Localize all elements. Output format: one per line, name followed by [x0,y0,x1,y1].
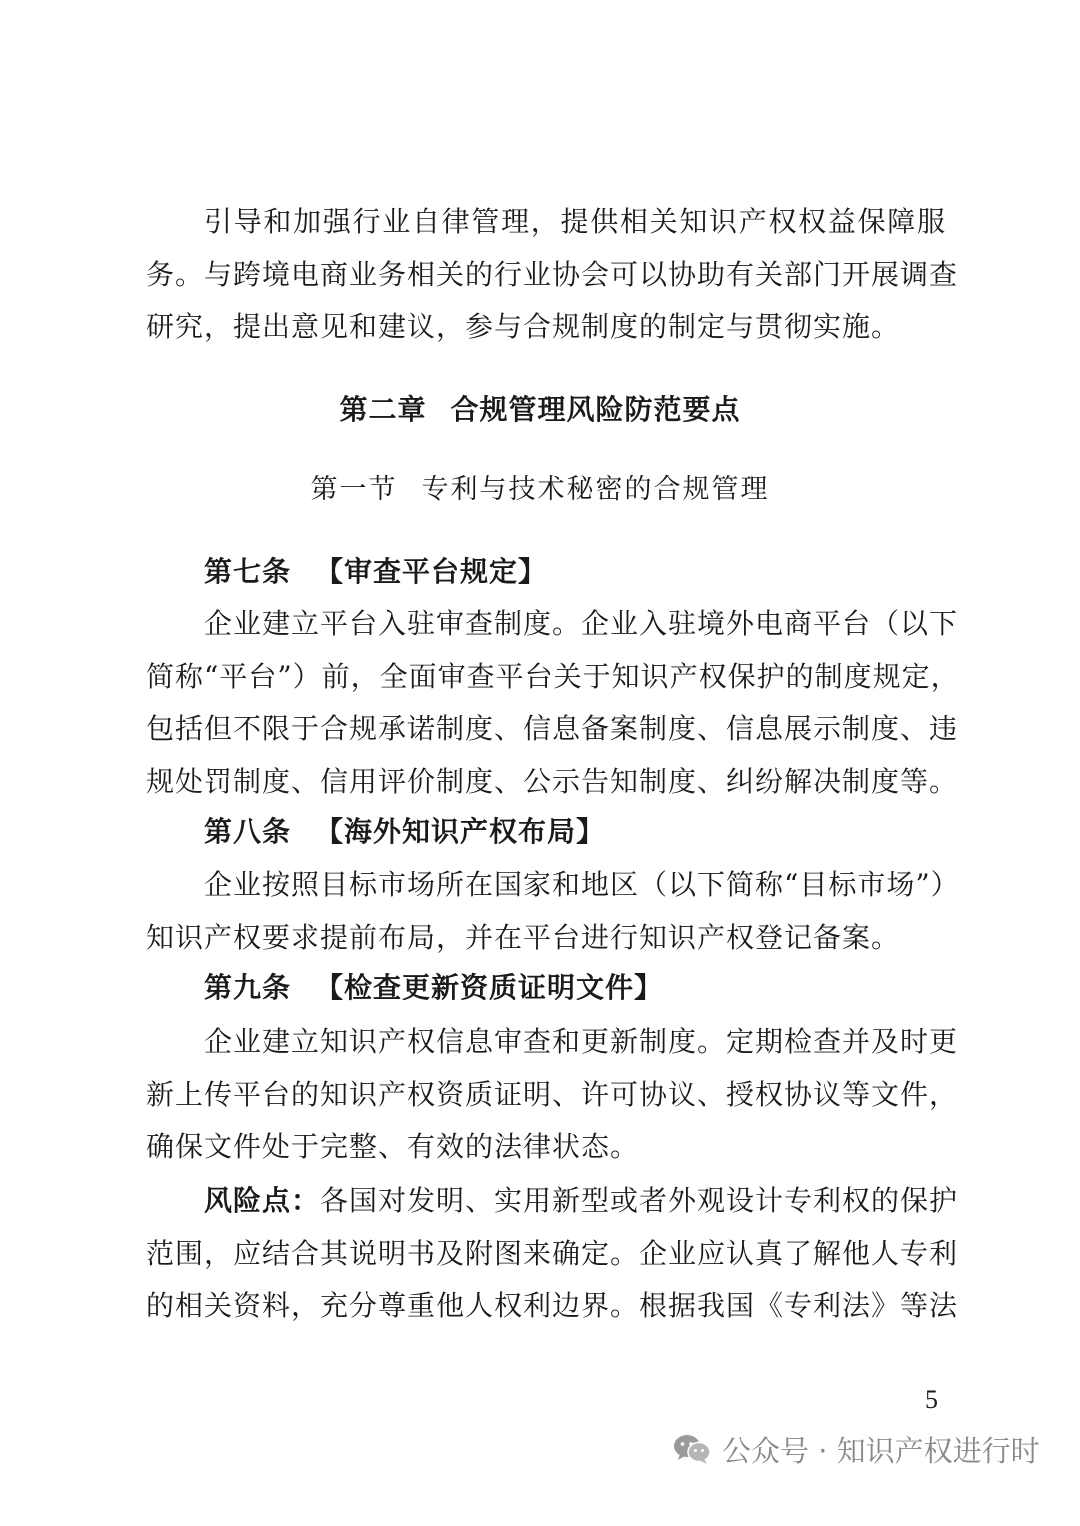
wechat-icon [672,1432,712,1466]
text-line: 引导和加强行业自律管理，提供相关知识产权权益保障服 [204,205,946,238]
article-7-body [146,598,960,808]
watermark [672,1424,1040,1474]
text-line: 简称“平台”）前，全面审查平台关于知识产权保护的制度规定， [146,659,960,693]
text-line [146,1175,959,1228]
risk-first-line: 各国对发明、实用新型或者外观设计专利权的保护 [320,1184,959,1217]
article-7-heading [204,548,547,596]
section-title: 专利与技术秘密的合规管理 [421,474,770,505]
text-line: 知识产权要求提前布局，并在平台进行知识产权登记备案。 [146,920,901,954]
chapter-title: 合规管理风险防范要点 [450,393,741,426]
article-8-body [146,859,960,964]
risk-paragraph [146,1175,959,1333]
article-title: 【海外知识产权布局】 [315,815,606,848]
chapter-number: 第二章 [339,393,427,426]
text-line: 务。与跨境电商业务相关的行业协会可以协助有关部门开展调查 [146,257,959,291]
text-line: 的相关资料，充分尊重他人权利边界。根据我国《专利法》等法 [146,1289,959,1322]
article-8-heading [204,808,605,856]
text-line: 企业建立平台入驻审查制度。企业入驻境外电商平台（以下 [204,607,959,640]
article-title: 【审查平台规定】 [315,555,548,588]
article-title: 【检查更新资质证明文件】 [315,971,664,1004]
text-line: 研究，提出意见和建议，参与合规制度的制定与贯彻实施。 [146,310,901,343]
intro-paragraph [146,196,959,354]
risk-label: 风险点： [204,1184,321,1217]
text-line: 规处罚制度、信用评价制度、公示告知制度、纠纷解决制度等。 [146,764,959,798]
page-number: 5 [925,1385,938,1414]
text-line: 包括但不限于合规承诺制度、信息备案制度、信息展示制度、违 [146,712,959,745]
text-line: 企业建立知识产权信息审查和更新制度。定期检查并及时更 [204,1025,959,1058]
text-line: 确保文件处于完整、有效的法律状态。 [146,1130,640,1163]
text-line: 范围，应结合其说明书及附图来确定。企业应认真了解他人专利 [146,1236,959,1270]
article-number: 第八条 [204,815,292,848]
section-heading [0,466,1080,514]
article-number: 第九条 [204,971,292,1004]
article-9-heading [204,964,663,1012]
section-number: 第一节 [310,474,398,505]
article-9-body [146,1016,959,1174]
text-line: 新上传平台的知识产权资质证明、许可协议、授权协议等文件， [146,1077,959,1111]
watermark-text: 公众号 · 知识产权进行时 [722,1433,1040,1468]
article-number: 第七条 [204,555,292,588]
text-line: 企业按照目标市场所在国家和地区（以下简称“目标市场”） [204,868,960,901]
chapter-heading [0,386,1080,434]
